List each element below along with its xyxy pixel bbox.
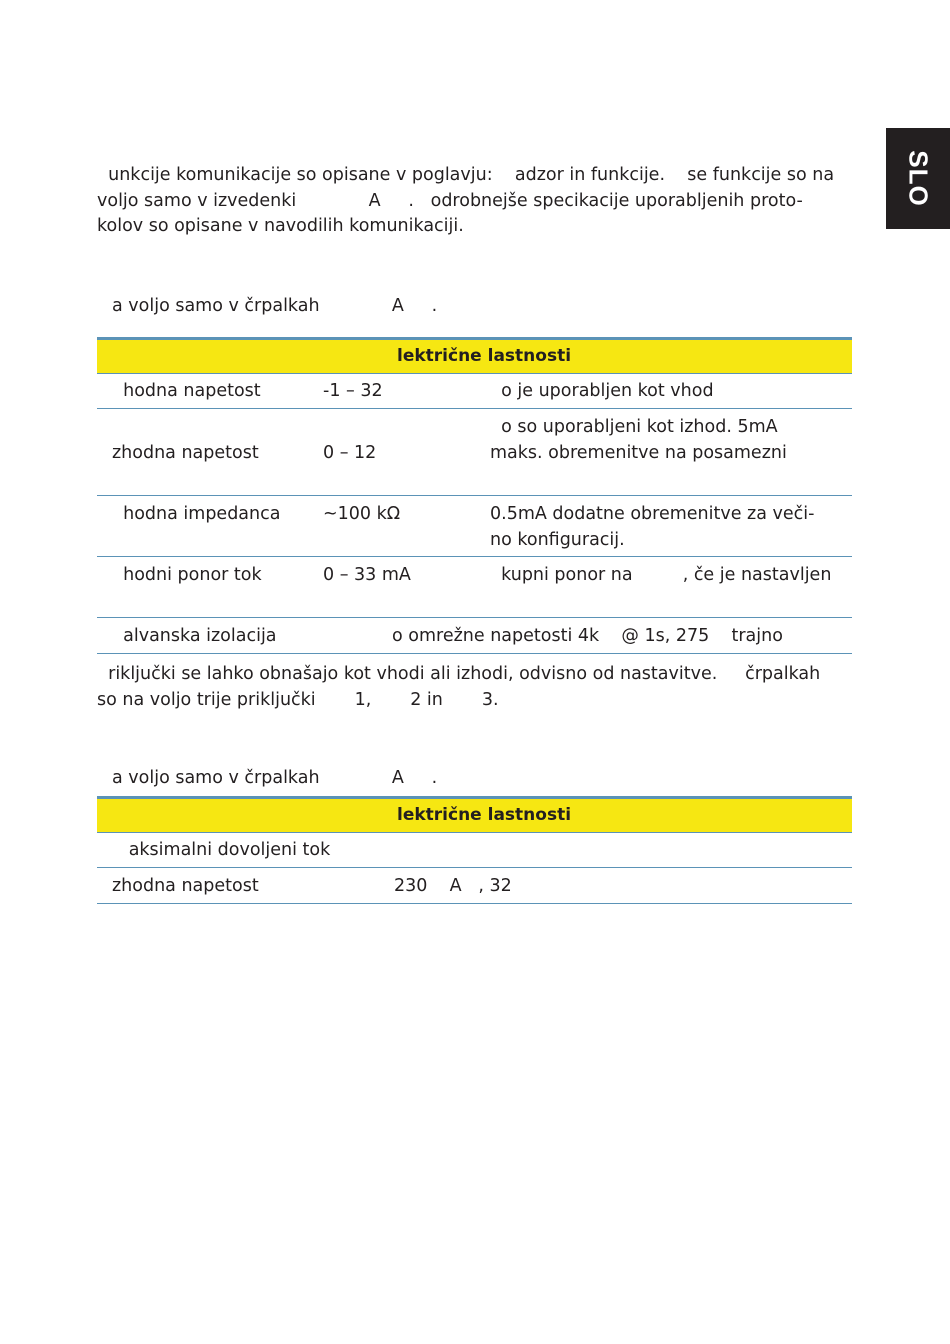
row-description: o je uporabljen kot vhod	[490, 381, 714, 401]
row-description-line-2: no konfiguracij.	[490, 530, 625, 550]
row-name: hodni ponor tok	[112, 565, 262, 585]
table-row	[97, 557, 852, 618]
table-row	[97, 833, 852, 868]
electrical-properties-table-1	[97, 337, 852, 654]
terminals-line-2: so na voljo trije priključki 1, 2 in 3.	[97, 689, 499, 710]
row-name: hodna impedanca	[112, 504, 281, 524]
row-description: o omrežne napetosti 4k @ 1s, 275 trajno	[392, 626, 783, 646]
row-name: aksimalni dovoljeni tok	[112, 840, 331, 860]
table-row	[97, 374, 852, 409]
table-header	[97, 796, 852, 833]
language-tab	[886, 128, 950, 229]
row-name: zhodna napetost	[112, 443, 259, 463]
language-tab-label: SLO	[903, 150, 934, 207]
row-description-line-1: 0.5mA dodatne obremenitve za veči-	[490, 504, 815, 524]
row-value: 0 – 12	[323, 443, 377, 463]
row-value: 230 A , 32	[394, 876, 512, 896]
table-row	[97, 618, 852, 654]
table-row	[97, 868, 852, 904]
table-header	[97, 337, 852, 374]
availability-note-2: a voljo samo v črpalkah A .	[112, 768, 438, 788]
table-header-title: lektrične lastnosti	[397, 805, 572, 825]
electrical-properties-table-2	[97, 796, 852, 904]
row-value: 0 – 33 mA	[323, 565, 411, 585]
row-value: -1 – 32	[323, 381, 383, 401]
intro-line-1: unkcije komunikacije so opisane v poglavju: adzor in funkcije. se funkcije so na	[97, 165, 835, 185]
row-description-line-1: o so uporabljeni kot izhod. 5mA	[490, 417, 778, 437]
row-description-line-2: maks. obremenitve na posamezni	[490, 443, 787, 463]
table-header-title: lektrične lastnosti	[397, 346, 572, 366]
row-name: alvanska izolacija	[112, 626, 277, 646]
availability-note-1: a voljo samo v črpalkah A .	[112, 296, 438, 316]
row-name: zhodna napetost	[112, 876, 259, 896]
intro-paragraph	[97, 163, 857, 240]
intro-line-3: kolov so opisane v navodilih komunikaciji.	[97, 216, 464, 236]
terminals-paragraph	[97, 662, 857, 713]
row-name: hodna napetost	[112, 381, 261, 401]
terminals-line-1: riključki se lahko obnašajo kot vhodi ali izhodi, odvisno od nastavitve. črpalkah	[97, 664, 821, 684]
table-row	[97, 409, 852, 496]
row-description: kupni ponor na , če je nastavljen	[490, 565, 832, 585]
intro-line-2: voljo samo v izvedenki A . odrobnejše specikacije uporabljenih proto-	[97, 190, 803, 211]
row-value: ~100 kΩ	[323, 504, 401, 524]
table-row	[97, 496, 852, 557]
